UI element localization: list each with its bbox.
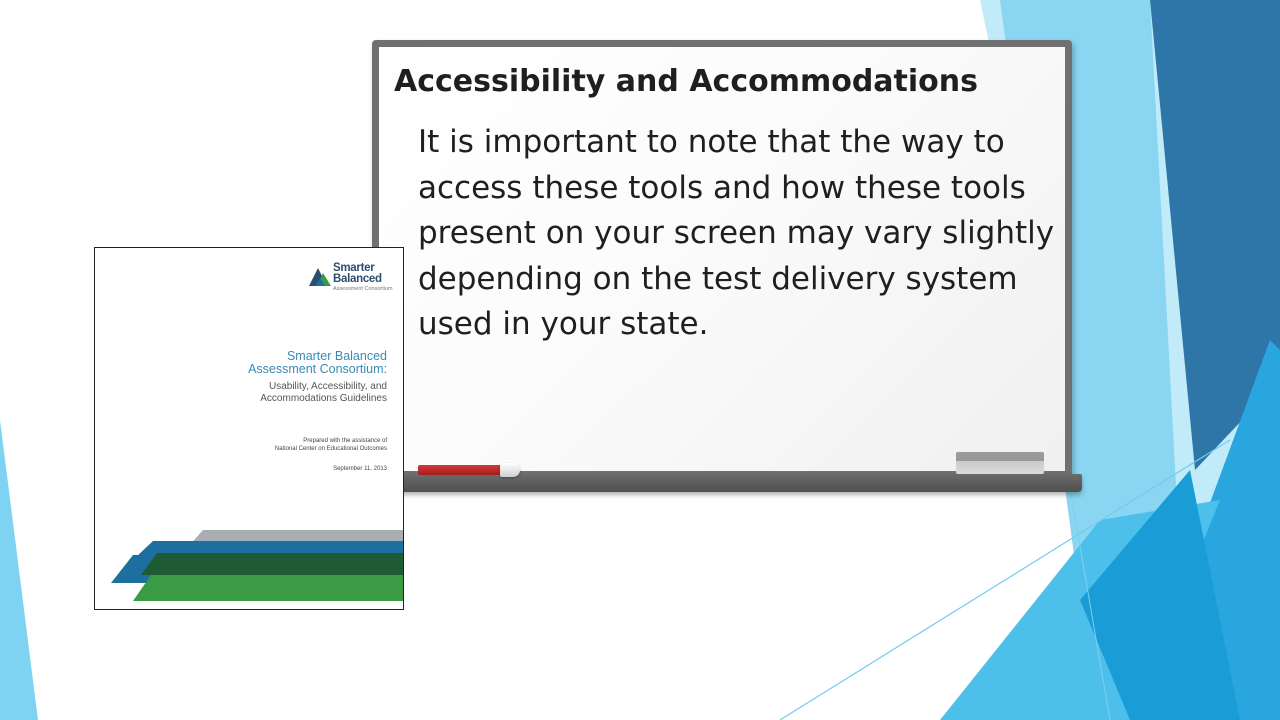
eraser-icon [956, 452, 1044, 474]
document-logo-text: Smarter Balanced [333, 262, 382, 285]
marker-icon [418, 465, 502, 475]
document-logo-subtitle: Assessment Consortium [333, 286, 393, 292]
whiteboard-ledge [388, 474, 1082, 492]
document-subtitle: Usability, Accessibility, and Accommodations Guidelines [260, 381, 387, 404]
document-title: Smarter Balanced Assessment Consortium: [248, 349, 387, 376]
document-date: September 11, 2013 [333, 466, 387, 472]
slide-body-text: It is important to note that the way to access these tools and how these tools present on your screen may vary slightly depending on the test delivery system used in your state. [418, 124, 1055, 342]
document-decorative-bands [95, 523, 404, 610]
smarter-balanced-logo-icon [309, 266, 331, 288]
document-prepared-by: Prepared with the assistance of National Center on Educational Outcomes [274, 438, 387, 452]
marker-cap-icon [500, 463, 520, 477]
slide-heading: Accessibility and Accommodations [394, 64, 979, 99]
document-cover-image [94, 247, 404, 610]
